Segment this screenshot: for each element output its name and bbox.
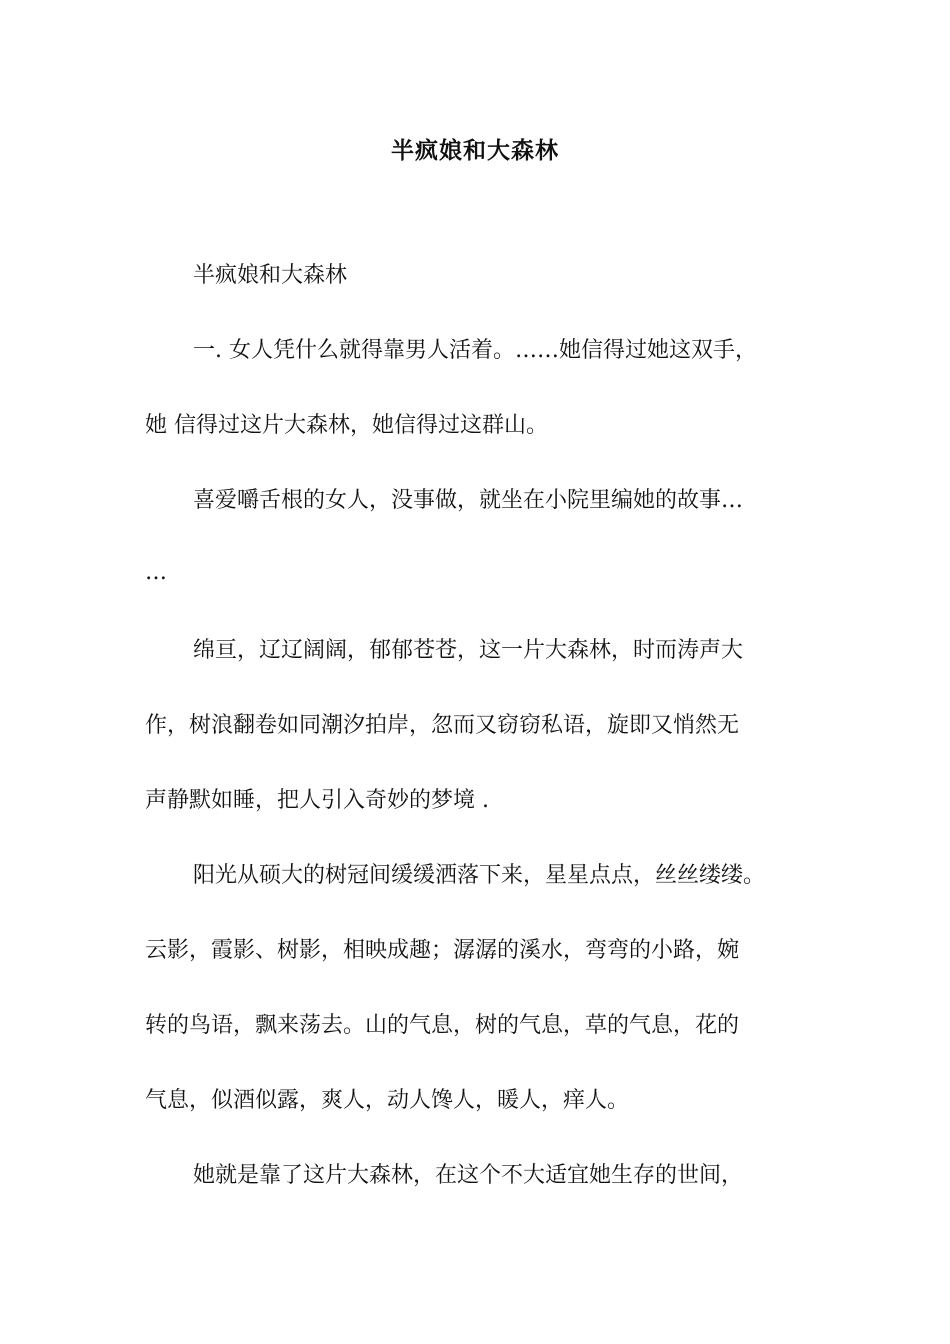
paragraph-1-line-1: 一. 女人凭什么就得靠男人活着。……她信得过她这双手， — [193, 338, 757, 363]
paragraph-5-line-1: 她就是靠了这片大森林，在这个不大适宜她生存的世间， — [193, 1163, 744, 1188]
subtitle-line: 半疯娘和大森林 — [193, 263, 348, 288]
paragraph-3-line-1: 绵亘，辽辽阔阔，郁郁苍苍，这一片大森林，时而涛声大 — [193, 638, 744, 663]
paragraph-2-line-1: 喜爱嚼舌根的女人，没事做，就坐在小院里编她的故事… — [193, 488, 744, 513]
paragraph-4-line-2: 云影，霞影、树影，相映成趣；潺潺的溪水，弯弯的小路，婉 — [145, 938, 740, 963]
paragraph-4-line-1: 阳光从硕大的树冠间缓缓洒落下来，星星点点，丝丝缕缕。 — [193, 863, 766, 888]
paragraph-1-line-2: 她 信得过这片大森林，她信得过这群山。 — [145, 413, 548, 438]
paragraph-3-line-2: 作，树浪翻卷如同潮汐拍岸，忽而又窃窃私语，旋即又悄然无 — [145, 713, 740, 738]
paragraph-2-line-2: … — [145, 560, 167, 585]
document-title: 半疯娘和大森林 — [391, 137, 559, 164]
paragraph-4-line-4: 气息，似酒似露，爽人，动人馋人，暖人，痒人。 — [145, 1088, 630, 1113]
paragraph-4-line-3: 转的鸟语，飘来荡去。山的气息，树的气息，草的气息，花的 — [145, 1013, 740, 1038]
paragraph-3-line-3: 声静默如睡，把人引入奇妙的梦境 . — [145, 788, 489, 813]
